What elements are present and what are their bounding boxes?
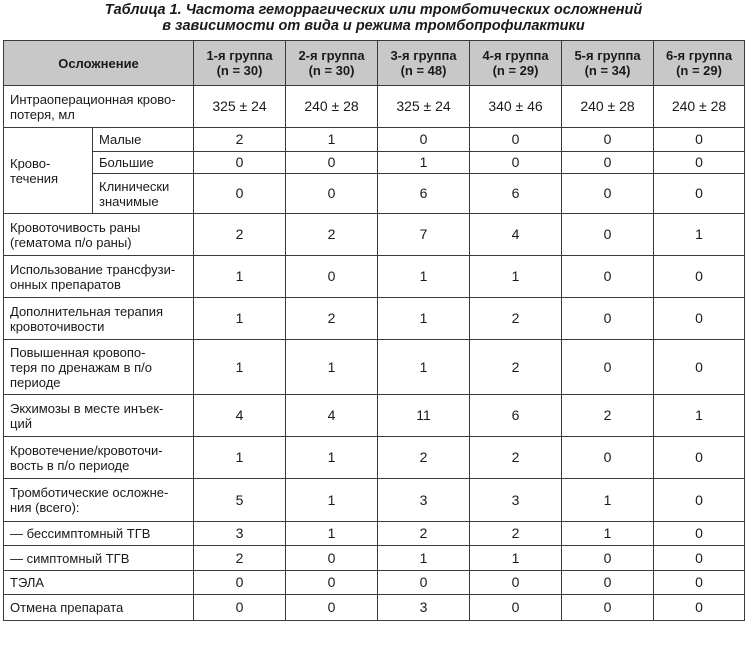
header-group-6: 6-я группа (n = 29) bbox=[654, 41, 745, 86]
cell-group-6: 240 ± 28 bbox=[654, 86, 745, 128]
header-group-2: 2-я группа (n = 30) bbox=[286, 41, 378, 86]
table-row bbox=[4, 298, 745, 340]
cell-group-5: 0 bbox=[562, 256, 654, 298]
cell-group-6: 1 bbox=[654, 395, 745, 437]
cell-group-6: 0 bbox=[654, 522, 745, 546]
table-title bbox=[0, 2, 747, 34]
cell-group-6: 0 bbox=[654, 595, 745, 621]
cell-group-3: 3 bbox=[378, 595, 470, 621]
cell-group-1: 2 bbox=[194, 546, 286, 571]
cell-group-5: 0 bbox=[562, 128, 654, 152]
cell-group-2: 0 bbox=[286, 152, 378, 174]
cell-group-1: 2 bbox=[194, 214, 286, 256]
table-row bbox=[4, 340, 745, 395]
table-row bbox=[4, 546, 745, 571]
cell-group-3: 325 ± 24 bbox=[378, 86, 470, 128]
bleeding-group-label: Крово- течения bbox=[4, 128, 93, 214]
cell-group-6: 0 bbox=[654, 546, 745, 571]
cell-group-1: 4 bbox=[194, 395, 286, 437]
table-row bbox=[4, 214, 745, 256]
table-row bbox=[4, 479, 745, 522]
cell-group-4: 2 bbox=[470, 437, 562, 479]
cell-group-6: 0 bbox=[654, 340, 745, 395]
cell-group-4: 2 bbox=[470, 298, 562, 340]
cell-group-4: 1 bbox=[470, 546, 562, 571]
cell-group-2: 1 bbox=[286, 479, 378, 522]
cell-group-5: 0 bbox=[562, 571, 654, 595]
row-label: Повышенная кровопо- теря по дренажам в п/о периоде bbox=[4, 340, 194, 395]
cell-group-3: 1 bbox=[378, 298, 470, 340]
cell-group-6: 0 bbox=[654, 174, 745, 214]
cell-group-4: 0 bbox=[470, 128, 562, 152]
table-row bbox=[4, 86, 745, 128]
table-row bbox=[4, 571, 745, 595]
cell-group-4: 0 bbox=[470, 595, 562, 621]
cell-group-2: 1 bbox=[286, 340, 378, 395]
cell-group-1: 1 bbox=[194, 340, 286, 395]
row-label: Кровоточивость раны (гематома п/о раны) bbox=[4, 214, 194, 256]
header-row bbox=[4, 41, 745, 86]
row-label: Отмена препарата bbox=[4, 595, 194, 621]
cell-group-5: 0 bbox=[562, 595, 654, 621]
row-label: Интраоперационная крово- потеря, мл bbox=[4, 86, 194, 128]
cell-group-1: 1 bbox=[194, 437, 286, 479]
cell-group-4: 3 bbox=[470, 479, 562, 522]
cell-group-2: 1 bbox=[286, 437, 378, 479]
cell-group-5: 240 ± 28 bbox=[562, 86, 654, 128]
header-group-4: 4-я группа (n = 29) bbox=[470, 41, 562, 86]
table-row bbox=[4, 437, 745, 479]
cell-group-6: 0 bbox=[654, 152, 745, 174]
cell-group-2: 0 bbox=[286, 546, 378, 571]
cell-group-1: 325 ± 24 bbox=[194, 86, 286, 128]
row-sublabel: Клинически значимые bbox=[93, 174, 194, 214]
cell-group-5: 0 bbox=[562, 214, 654, 256]
cell-group-2: 2 bbox=[286, 214, 378, 256]
cell-group-4: 2 bbox=[470, 522, 562, 546]
row-label: Использование трансфузи- онных препаратов bbox=[4, 256, 194, 298]
cell-group-2: 4 bbox=[286, 395, 378, 437]
cell-group-4: 340 ± 46 bbox=[470, 86, 562, 128]
cell-group-5: 0 bbox=[562, 340, 654, 395]
cell-group-6: 1 bbox=[654, 214, 745, 256]
table-row bbox=[4, 522, 745, 546]
table-row bbox=[4, 128, 745, 152]
cell-group-2: 0 bbox=[286, 595, 378, 621]
cell-group-4: 6 bbox=[470, 174, 562, 214]
cell-group-6: 0 bbox=[654, 256, 745, 298]
cell-group-3: 1 bbox=[378, 340, 470, 395]
cell-group-3: 3 bbox=[378, 479, 470, 522]
header-group-1: 1-я группа (n = 30) bbox=[194, 41, 286, 86]
cell-group-3: 0 bbox=[378, 128, 470, 152]
cell-group-5: 0 bbox=[562, 174, 654, 214]
row-sublabel: Малые bbox=[93, 128, 194, 152]
cell-group-1: 1 bbox=[194, 256, 286, 298]
cell-group-3: 0 bbox=[378, 571, 470, 595]
cell-group-5: 2 bbox=[562, 395, 654, 437]
cell-group-2: 0 bbox=[286, 174, 378, 214]
cell-group-3: 2 bbox=[378, 437, 470, 479]
cell-group-4: 0 bbox=[470, 571, 562, 595]
cell-group-4: 0 bbox=[470, 152, 562, 174]
cell-group-5: 0 bbox=[562, 437, 654, 479]
cell-group-6: 0 bbox=[654, 128, 745, 152]
cell-group-2: 2 bbox=[286, 298, 378, 340]
cell-group-3: 7 bbox=[378, 214, 470, 256]
row-label: Экхимозы в месте инъек- ций bbox=[4, 395, 194, 437]
cell-group-4: 1 bbox=[470, 256, 562, 298]
complications-table bbox=[3, 40, 745, 621]
cell-group-2: 240 ± 28 bbox=[286, 86, 378, 128]
cell-group-3: 6 bbox=[378, 174, 470, 214]
cell-group-6: 0 bbox=[654, 437, 745, 479]
title-line-1: Таблица 1. Частота геморрагических или тромботических осложнений bbox=[104, 2, 643, 18]
cell-group-1: 1 bbox=[194, 298, 286, 340]
cell-group-6: 0 bbox=[654, 571, 745, 595]
cell-group-4: 4 bbox=[470, 214, 562, 256]
row-label: Тромботические осложне- ния (всего): bbox=[4, 479, 194, 522]
cell-group-1: 0 bbox=[194, 595, 286, 621]
cell-group-5: 1 bbox=[562, 479, 654, 522]
table-row bbox=[4, 395, 745, 437]
cell-group-5: 0 bbox=[562, 546, 654, 571]
cell-group-6: 0 bbox=[654, 479, 745, 522]
header-complication: Осложнение bbox=[4, 41, 194, 86]
header-group-5: 5-я группа (n = 34) bbox=[562, 41, 654, 86]
table-row bbox=[4, 152, 745, 174]
cell-group-1: 2 bbox=[194, 128, 286, 152]
row-label: Кровотечение/кровоточи- вость в п/о периоде bbox=[4, 437, 194, 479]
row-label: Дополнительная терапия кровоточивости bbox=[4, 298, 194, 340]
cell-group-4: 6 bbox=[470, 395, 562, 437]
cell-group-1: 5 bbox=[194, 479, 286, 522]
cell-group-1: 0 bbox=[194, 571, 286, 595]
cell-group-2: 0 bbox=[286, 571, 378, 595]
cell-group-2: 1 bbox=[286, 522, 378, 546]
table-row bbox=[4, 174, 745, 214]
cell-group-3: 1 bbox=[378, 546, 470, 571]
table-row bbox=[4, 256, 745, 298]
cell-group-1: 0 bbox=[194, 174, 286, 214]
row-label: — бессимптомный ТГВ bbox=[4, 522, 194, 546]
table-row bbox=[4, 595, 745, 621]
cell-group-3: 11 bbox=[378, 395, 470, 437]
row-sublabel: Большие bbox=[93, 152, 194, 174]
title-line-2: в зависимости от вида и режима тромбопрофилактики bbox=[162, 18, 585, 34]
header-group-3: 3-я группа (n = 48) bbox=[378, 41, 470, 86]
cell-group-3: 1 bbox=[378, 256, 470, 298]
cell-group-5: 0 bbox=[562, 298, 654, 340]
row-label: — симптомный ТГВ bbox=[4, 546, 194, 571]
row-label: ТЭЛА bbox=[4, 571, 194, 595]
cell-group-6: 0 bbox=[654, 298, 745, 340]
cell-group-1: 0 bbox=[194, 152, 286, 174]
cell-group-3: 1 bbox=[378, 152, 470, 174]
cell-group-1: 3 bbox=[194, 522, 286, 546]
cell-group-5: 0 bbox=[562, 152, 654, 174]
cell-group-2: 1 bbox=[286, 128, 378, 152]
cell-group-2: 0 bbox=[286, 256, 378, 298]
cell-group-5: 1 bbox=[562, 522, 654, 546]
cell-group-4: 2 bbox=[470, 340, 562, 395]
cell-group-3: 2 bbox=[378, 522, 470, 546]
